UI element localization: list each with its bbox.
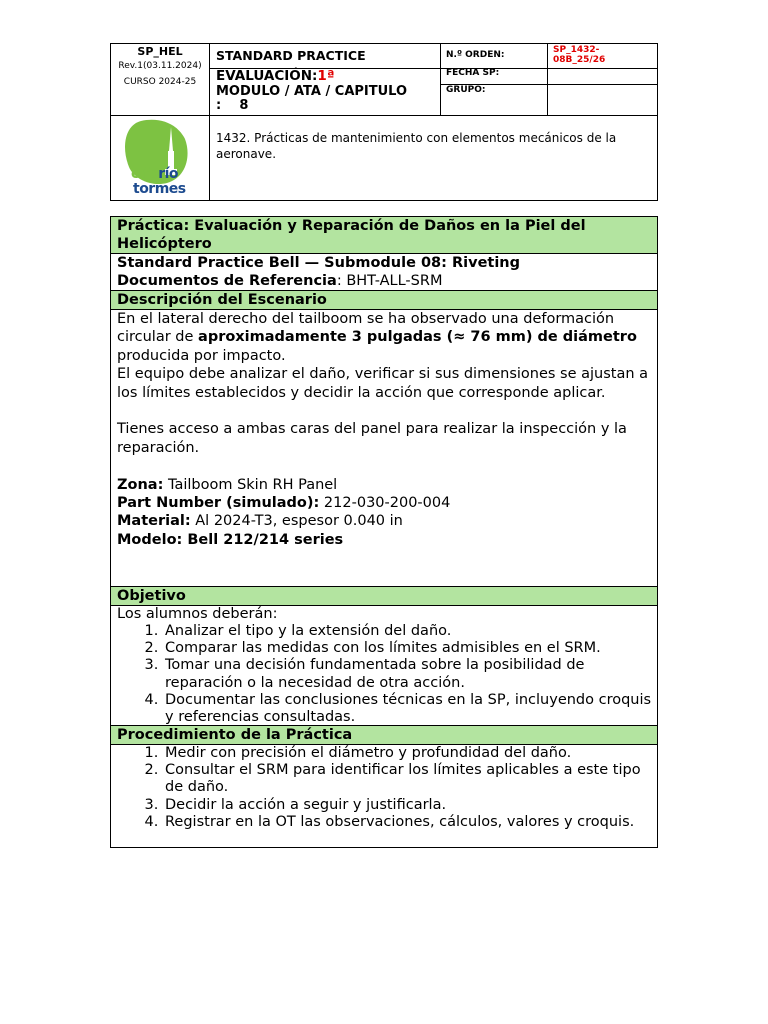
grid-line (547, 44, 548, 115)
school-logo (111, 115, 209, 201)
practice-title: Práctica: Evaluación y Reparación de Daños en la Piel del Helicóptero (111, 217, 657, 254)
evaluacion-value: 1ª (317, 68, 335, 84)
scenario-paragraph-2: El equipo debe analizar el daño, verificar si sus dimensiones se ajustan a los límites establecidos y decidir la acción que corresponde aplicar. (117, 366, 649, 401)
grupo-label: GRUPO: (446, 85, 486, 95)
objective-intro: Los alumnos deberán: (117, 606, 278, 622)
logo-text-line2: tormes (133, 181, 186, 197)
module-description: 1432. Prácticas de mantenimiento con elementos mecánicos de la aeronave. (216, 131, 617, 161)
objective-body (111, 606, 657, 726)
part-number-line: Part Number (simulado): 212-030-200-004 (117, 495, 451, 512)
practice-subtitle: Standard Practice Bell — Submodule 08: Riveting (117, 255, 521, 271)
list-item: 4. Registrar en la OT las observaciones, cálculos, valores y croquis. (163, 814, 657, 831)
modulo-label: MODULO / ATA / CAPITULO : (216, 84, 408, 113)
document-revision: Rev.1(03.11.2024) (118, 61, 202, 71)
material-line: Material: Al 2024-T3, espesor 0.040 in (117, 513, 403, 530)
list-item: 3. Decidir la acción a seguir y justificarla. (163, 797, 657, 814)
objective-header: Objetivo (111, 587, 657, 606)
orden-label: N.º ORDEN: (446, 50, 505, 60)
scenario-body (111, 310, 657, 587)
scenario-paragraph-3: Tienes acceso a ambas caras del panel para realizar la inspección y la reparación. (117, 421, 627, 456)
scenario-header: Descripción del Escenario (111, 291, 657, 310)
zona-line: Zona: Tailboom Skin RH Panel (117, 476, 338, 493)
reference-documents (117, 272, 657, 290)
procedure-header: Procedimiento de la Práctica (111, 726, 657, 745)
list-item: 4. Documentar las conclusiones técnicas en la SP, incluyendo croquis y referencias consultadas. (163, 692, 657, 726)
list-item: 1. Medir con precisión el diámetro y profundidad del daño. (163, 745, 657, 762)
list-item: 2. Consultar el SRM para identificar los límites aplicables a este tipo de daño. (163, 762, 657, 796)
reference-label: Documentos de Referencia (117, 273, 337, 289)
list-item: 3. Tomar una decisión fundamentada sobre la posibilidad de reparación o la necesidad de otra acción. (163, 657, 657, 691)
list-item: 1. Analizar el tipo y la extensión del daño. (163, 623, 657, 640)
orden-value: SP_1432-08B_25/26 (553, 45, 606, 65)
logo-text-line1: cifprío (131, 166, 179, 182)
procedure-list (117, 745, 657, 831)
document-header (110, 43, 658, 201)
evaluacion-label: EVALUACIÓN: (216, 68, 318, 84)
reference-value: : BHT-ALL-SRM (336, 273, 443, 289)
fecha-label: FECHA SP: (446, 68, 500, 78)
practice-reference-block (111, 254, 657, 291)
objective-list (117, 623, 657, 726)
modulo-field (216, 85, 436, 113)
document-code: SP_HEL (137, 45, 183, 58)
grid-line (440, 44, 441, 115)
document-code-block (111, 44, 209, 115)
practice-table (110, 216, 658, 848)
modelo-line: Modelo: Bell 212/214 series (117, 531, 344, 548)
modulo-value: 8 (239, 98, 249, 113)
standard-practice-label: STANDARD PRACTICE (216, 48, 366, 63)
list-item: 2. Comparar las medidas con los límites admisibles en el SRM. (163, 640, 657, 657)
evaluacion-field (216, 68, 334, 84)
scenario-paragraph-1: En el lateral derecho del tailboom se ha observado una deformación circular de aproximadamente 3 pulgadas (≈ 76 mm) de diámetro producida por impacto. (117, 311, 637, 364)
procedure-body (111, 745, 657, 847)
course-label: CURSO 2024-25 (123, 77, 197, 87)
